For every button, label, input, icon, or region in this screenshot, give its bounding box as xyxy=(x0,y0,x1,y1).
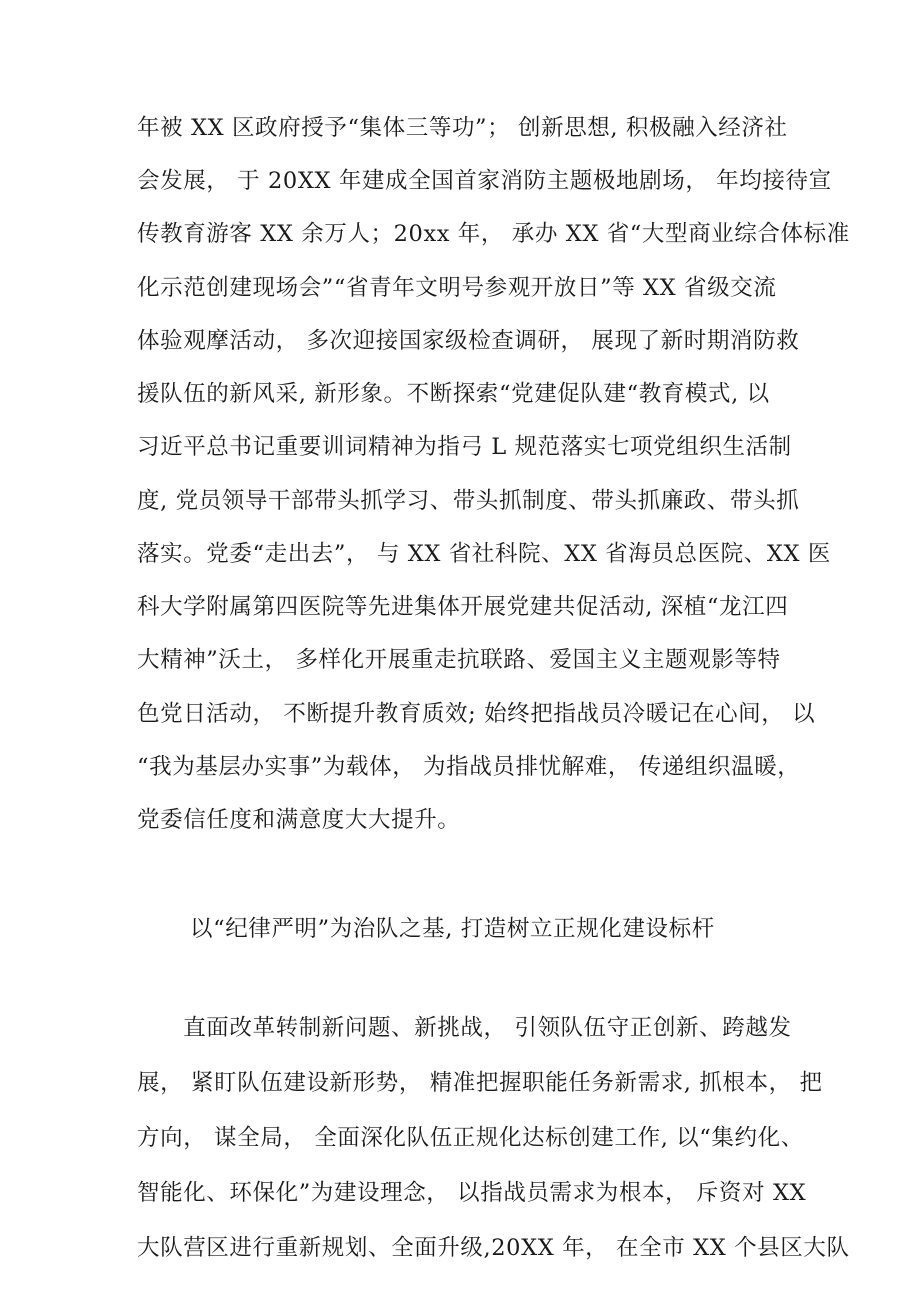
text-line: “我为基层办实事”为载体， 为指战员排忧解难， 传递组织温暖， xyxy=(137,754,801,780)
text-line: 科大学附属第四医院等先进集体开展党建共促活动, 深植“龙江四 xyxy=(137,594,789,620)
text-line: 智能化、环保化”为建设理念， 以指战员需求为根本， 斥资对 XX xyxy=(137,1180,807,1206)
section-heading: 以“纪律严明”为治队之基, 打造树立正规化建设标杆 xyxy=(190,916,715,942)
text-line: 援队伍的新风采, 新形象。不断探索“党建促队建“教育模式, 以 xyxy=(137,381,770,407)
text-line: 方向， 谋全局， 全面深化队伍正规化达标创建工作, 以“集约化、 xyxy=(137,1125,804,1151)
text-line: 大精神”沃土， 多样化开展重走抗联路、爱国主义主题观影等特 xyxy=(137,647,781,673)
text-line: 展， 紧盯队伍建设新形势， 精准把握职能任务新需求, 抓根本， 把 xyxy=(137,1070,823,1096)
text-line: 党委信任度和满意度大大提升。 xyxy=(137,807,461,833)
text-line: 直面改革转制新问题、新挑战， 引领队伍守正创新、跨越发 xyxy=(137,1015,792,1041)
text-line: 体验观摩活动， 多次迎接国家级检查调研， 展现了新时期消防救 xyxy=(137,328,800,354)
text-line: 色党日活动， 不断提升教育质效; 始终把指战员冷暖记在心间， 以 xyxy=(137,701,816,727)
text-line: 会发展， 于 20XX 年建成全国首家消防主题极地剧场， 年均接待宣 xyxy=(137,168,832,194)
text-line: 年被 XX 区政府授予“集体三等功”； 创新思想, 积极融入经济社 xyxy=(137,115,788,141)
text-line: 度, 党员领导干部带头抓学习、带头抓制度、带头抓廉政、带头抓 xyxy=(137,488,800,514)
text-line: 落实。党委“走出去”， 与 XX 省社科院、XX 省海员总医院、XX 医 xyxy=(137,541,831,567)
text-line: 化示范创建现场会”“省青年文明号参观开放日”等 XX 省级交流 xyxy=(137,275,777,301)
text-line: 习近平总书记重要训词精神为指弓 L 规范落实七项党组织生活制 xyxy=(137,434,792,460)
text-line: 传教育游客 XX 余万人；20xx 年， 承办 XX 省“大型商业综合体标准 xyxy=(137,221,850,247)
text-line: 大队营区进行重新规划、全面升级,20XX 年， 在全市 XX 个县区大队 xyxy=(137,1235,850,1261)
